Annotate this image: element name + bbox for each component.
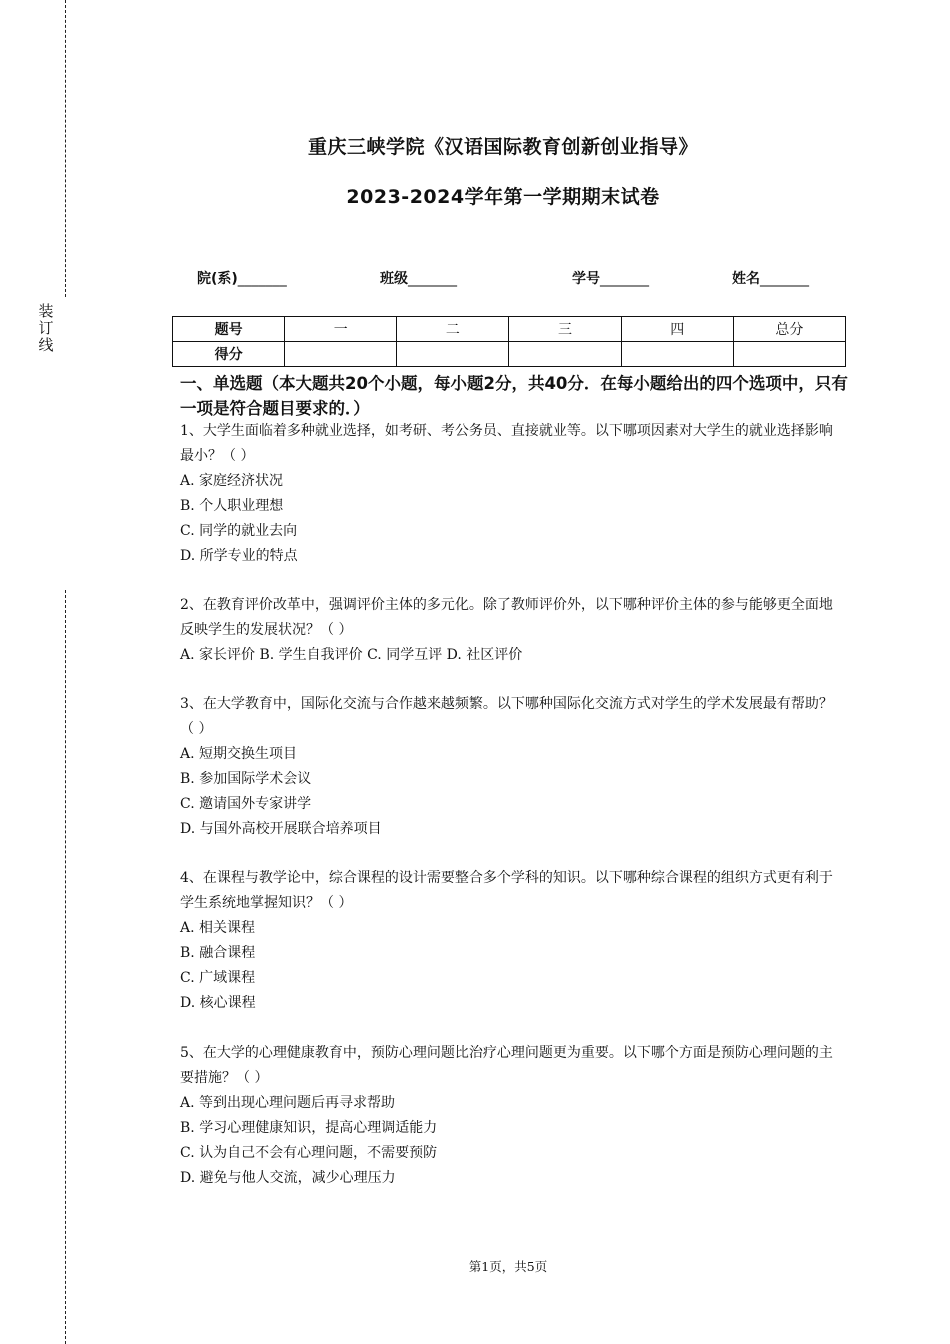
question-5 (180, 1041, 842, 1191)
option-c: C. 认为自己不会有心理问题，不需要预防 (180, 1145, 438, 1161)
option-d: D. 所学专业的特点 (180, 548, 298, 564)
score-table-cell: 三 (509, 317, 621, 342)
score-input-cell[interactable] (509, 342, 621, 367)
section-heading: 一、单选题（本大题共20个小题，每小题2分，共40分．在每小题给出的四个选项中，只有一项是符合题目要求的．） (180, 374, 848, 418)
name-field[interactable] (732, 268, 809, 288)
question-2 (180, 593, 842, 668)
field-label: 班级 (380, 271, 408, 287)
score-table-cell: 一 (285, 317, 397, 342)
option-a: A. 短期交换生项目 (180, 746, 298, 762)
score-row-label: 得分 (173, 342, 285, 367)
score-table-score-row (173, 342, 846, 367)
field-blank: _______ (760, 271, 809, 287)
option-d: D. 避免与他人交流，减少心理压力 (180, 1170, 396, 1186)
option-d: D. 与国外高校开展联合培养项目 (180, 821, 382, 837)
option-a: A. 家庭经济状况 (180, 473, 284, 489)
binding-line-bottom (65, 590, 66, 1344)
question-stem: 1、大学生面临着多种就业选择，如考研、考公务员、直接就业等。以下哪项因素对大学生的就业选择影响最小？（ ） (180, 423, 833, 464)
student-id-field[interactable] (572, 268, 649, 288)
option-c: C. 广域课程 (180, 970, 256, 986)
option-c: C. 邀请国外专家讲学 (180, 796, 312, 812)
field-blank: _______ (237, 271, 287, 287)
question-stem: 4、在课程与教学论中，综合课程的设计需要整合多个学科的知识。以下哪种综合课程的组织方式更有利于学生系统地掌握知识？（ ） (180, 870, 833, 911)
question-1 (180, 419, 842, 569)
option-a: A. 相关课程 (180, 920, 256, 936)
page-footer: 第1页，共5页 (468, 1259, 548, 1274)
class-field[interactable] (380, 268, 457, 288)
exam-title: 重庆三峡学院《汉语国际教育创新创业指导》 (307, 136, 698, 158)
options-inline: A. 家长评价 B. 学生自我评价 C. 同学互评 D. 社区评价 (180, 647, 523, 663)
field-label: 姓名 (732, 271, 760, 287)
field-label: 院(系) (197, 271, 238, 287)
question-4 (180, 866, 842, 1016)
question-stem: 3、在大学教育中，国际化交流与合作越来越频繁。以下哪种国际化交流方式对学生的学术发展最有帮助？（ ） (180, 696, 833, 737)
score-table-header-row (173, 317, 846, 342)
option-c: C. 同学的就业去向 (180, 523, 298, 539)
score-table-cell: 四 (621, 317, 733, 342)
option-a: A. 等到出现心理问题后再寻求帮助 (180, 1095, 396, 1111)
question-stem: 5、在大学的心理健康教育中，预防心理问题比治疗心理问题更为重要。以下哪个方面是预防心理问题的主要措施？（ ） (180, 1045, 833, 1086)
student-info-fields (0, 268, 950, 292)
field-blank: _______ (600, 271, 649, 287)
question-3 (180, 692, 842, 842)
question-stem: 2、在教育评价改革中，强调评价主体的多元化。除了教师评价外，以下哪种评价主体的参与能够更全面地反映学生的发展状况？（ ） (180, 597, 833, 638)
option-b: B. 个人职业理想 (180, 498, 284, 514)
field-blank: _______ (408, 271, 457, 287)
score-table-cell: 总分 (733, 317, 845, 342)
score-input-cell[interactable] (285, 342, 397, 367)
binding-label (38, 303, 54, 354)
score-input-cell[interactable] (397, 342, 509, 367)
binding-char: 订 (38, 319, 54, 337)
department-field[interactable] (197, 268, 287, 288)
option-d: D. 核心课程 (180, 995, 256, 1011)
score-table (172, 316, 846, 367)
exam-subtitle: 2023-2024学年第一学期期末试卷 (346, 186, 660, 208)
option-b: B. 参加国际学术会议 (180, 771, 312, 787)
binding-char: 线 (38, 336, 54, 354)
option-b: B. 融合课程 (180, 945, 256, 961)
score-table-cell: 二 (397, 317, 509, 342)
field-label: 学号 (572, 271, 600, 287)
score-input-cell[interactable] (733, 342, 845, 367)
option-b: B. 学习心理健康知识，提高心理调适能力 (180, 1120, 438, 1136)
score-table-cell: 题号 (173, 317, 285, 342)
score-input-cell[interactable] (621, 342, 733, 367)
binding-char: 装 (38, 302, 54, 320)
